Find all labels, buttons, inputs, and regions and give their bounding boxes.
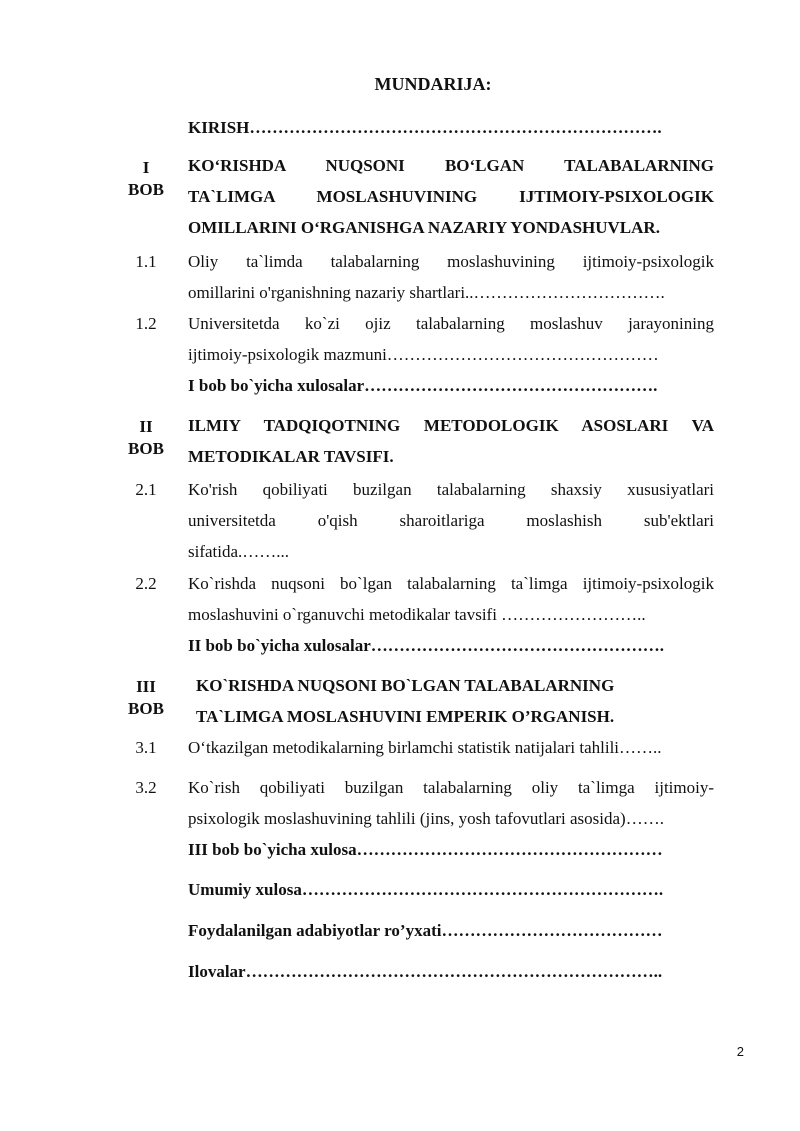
toc-line: TA`LIMGA MOSLASHUVINI EMPERIK O’RGANISH. [196,707,615,726]
chapter-label: BOB [128,699,164,718]
section-number: 2.1 [135,480,157,499]
toc-line: psixologik moslashuvining tahlili (jins, yosh tafovutlari asosida)……. [188,809,664,828]
toc-line: Universitetda ko`zi ojiz talabalarning moslashuv jarayonining [188,314,714,333]
page-number: 2 [736,1044,744,1059]
section-number: 3.2 [135,778,157,797]
toc-line: O‘tkazilgan metodikalarning birlamchi statistik natijalari tahlili…….. [188,738,662,757]
toc-line: OMILLARINI O‘RGANISHGA NAZARIY YONDASHUVLAR. [188,218,660,237]
chapter-number [118,416,174,460]
toc-line: sifatida.……... [188,542,290,561]
toc-line: TA`LIMGA MOSLASHUVINING IJTIMOIY-PSIXOLOGIK [188,187,714,206]
toc-line: universitetda o'qish sharoitlariga moslashish sub'ektlari [188,511,714,530]
toc-line: KO`RISHDA NUQSONI BO`LGAN TALABALARNING [196,676,615,695]
toc-line: Ko'rish qobiliyati buzilgan talabalarning shaxsiy xususiyatlari [188,480,714,499]
toc-line: Ko`rishda nuqsoni bo`lgan talabalarning ta`limga ijtimoiy-psixologik [188,574,714,593]
toc-line: Ilovalar……………………………………………………………….. [188,962,663,981]
section-number: 2.2 [135,574,157,593]
toc-line: KIRISH………………………………………………………………. [188,118,662,137]
toc-line: ILMIY TADQIQOTNING METODOLOGIK ASOSLARI VA [188,416,714,435]
chapter-roman: III [136,677,156,696]
toc-line: Oliy ta`limda talabalarning moslashuvining ijtimoiy-psixologik [188,252,714,271]
toc-line: METODIKALAR TAVSIFI. [188,447,394,466]
toc-line: moslashuvini o`rganuvchi metodikalar tavsifi …………………….. [188,605,646,624]
chapter-label: BOB [128,439,164,458]
toc-line: ijtimoiy-psixologik mazmuni………………………………………… [188,345,659,364]
chapter-number [118,157,174,201]
section-number: 3.1 [135,738,157,757]
toc-line: Ko`rish qobiliyati buzilgan talabalarning oliy ta`limga ijtimoiy- [188,778,714,797]
toc-line-conclusion: II bob bo`yicha xulosalar……………………………………………. [188,636,665,655]
toc-line: omillarini o'rganishning nazariy shartlari..……………………………. [188,283,665,302]
toc-line: Umumiy xulosa………………………………………………………. [188,880,664,899]
chapter-roman: II [139,417,153,436]
toc-line: KO‘RISHDA NUQSONI BO‘LGAN TALABALARNING [188,156,714,175]
chapter-number [118,676,174,720]
chapter-roman: I [142,158,150,177]
chapter-label: BOB [128,180,164,199]
toc-line: Foydalanilgan adabiyotlar ro’yxati………………………………… [188,921,663,940]
section-number: 1.2 [135,314,157,333]
toc-line: I bob bo`yicha xulosalar……………………………………………. [188,376,658,395]
toc-line-conclusion: III bob bo`yicha xulosa……………………………………………… [188,840,663,859]
section-number: 1.1 [135,252,157,271]
toc-title: MUNDARIJA: [374,74,492,94]
